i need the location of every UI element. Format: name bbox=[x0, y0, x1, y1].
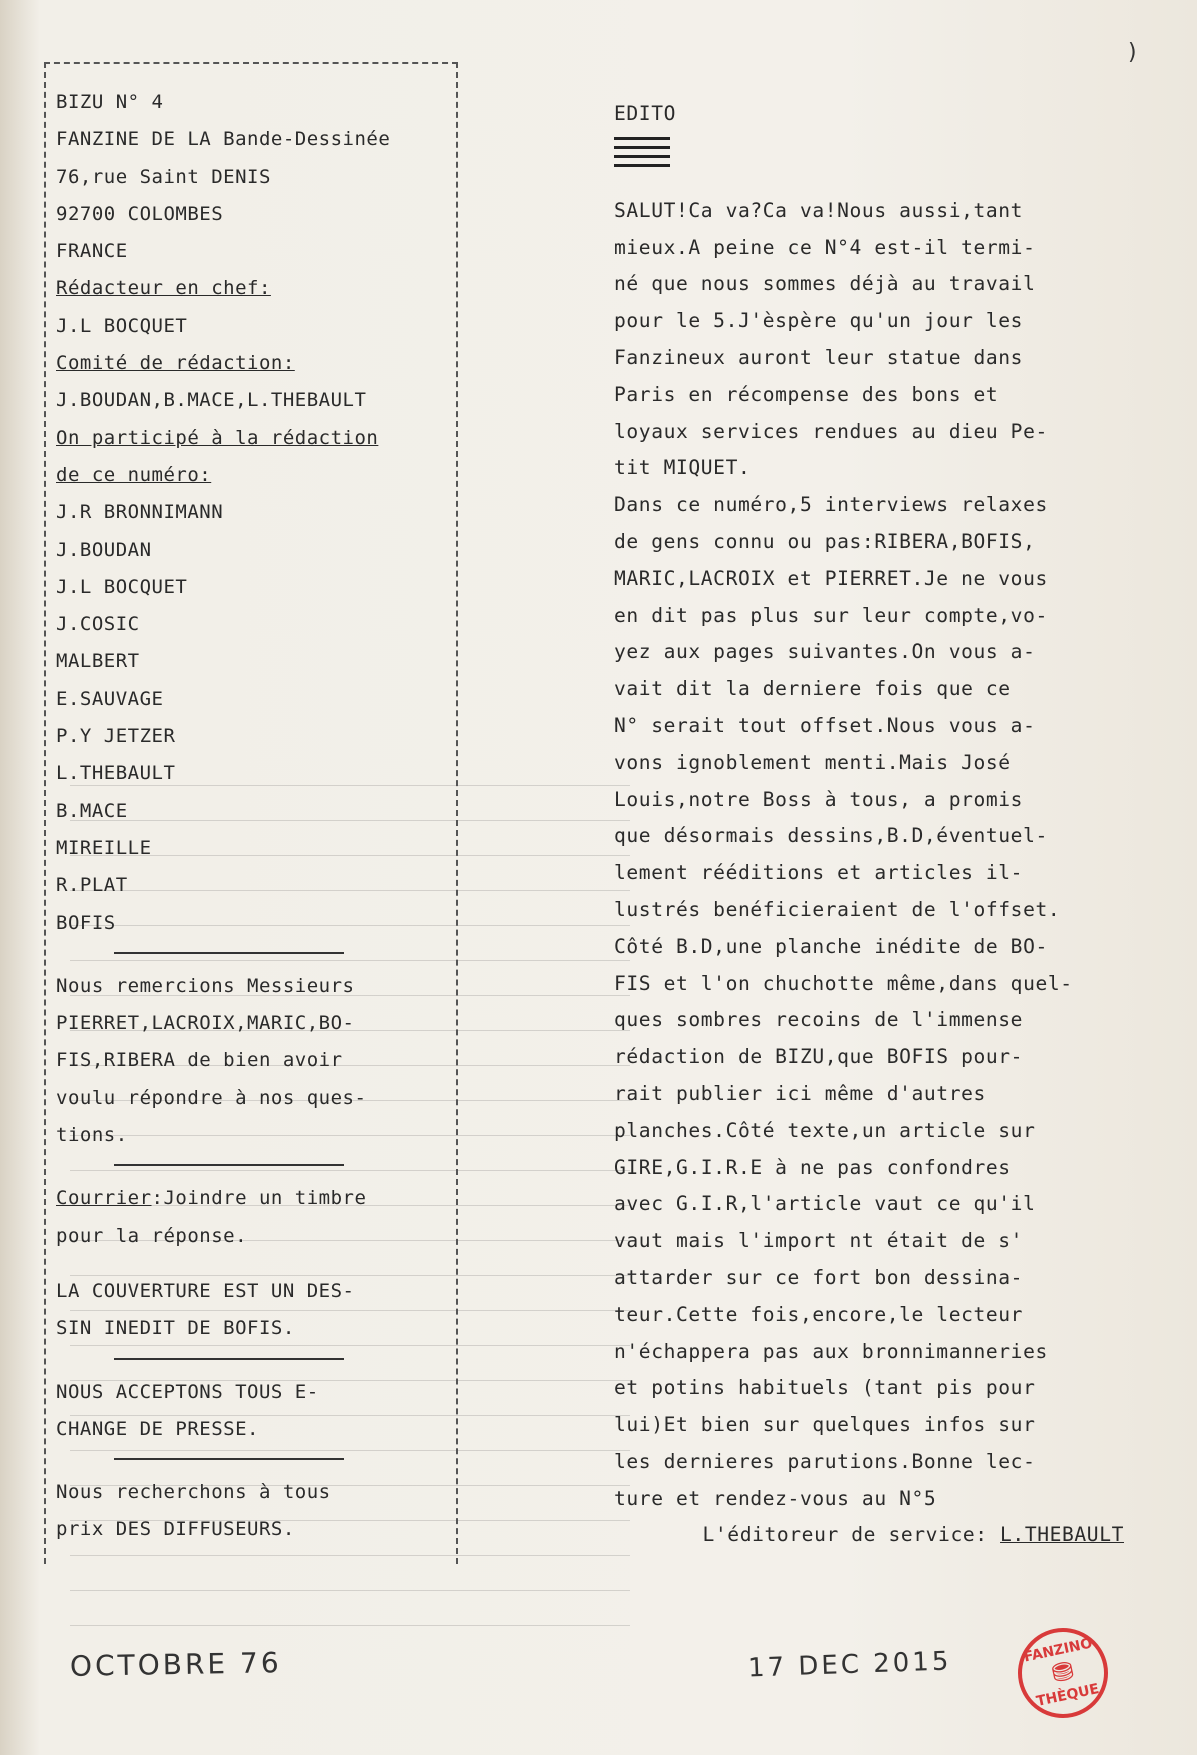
edito-line: loyaux services rendues au dieu Pe- bbox=[614, 419, 1048, 443]
edito-line: teur.Cette fois,encore,le lecteur bbox=[614, 1302, 1024, 1326]
edito-line: né que nous sommes déjà au travail bbox=[614, 272, 1036, 296]
edito-signature bbox=[614, 1517, 1134, 1554]
edito-line: lui)Et bien sur quelques infos sur bbox=[614, 1413, 1036, 1437]
divider bbox=[114, 1358, 344, 1360]
participants-heading: On participé à la rédaction bbox=[56, 426, 379, 449]
distributors-note: prix DES DIFFUSEURS. bbox=[56, 1518, 295, 1541]
edito-line: attarder sur ce fort bon dessina- bbox=[614, 1265, 1024, 1289]
edito-line: Paris en récompense des bons et bbox=[614, 382, 999, 406]
masthead-content bbox=[56, 84, 446, 1549]
participant-item: E.SAUVAGE bbox=[56, 687, 164, 710]
participant-item: MIREILLE bbox=[56, 836, 152, 859]
edito-heading: EDITO bbox=[614, 102, 676, 125]
edito-line: rédaction de BIZU,que BOFIS pour- bbox=[614, 1045, 1024, 1069]
edito-line: pour le 5.J'èspère qu'un jour les bbox=[614, 309, 1024, 333]
signature-name: L.THEBAULT bbox=[1000, 1523, 1124, 1547]
edito-line: ques sombres recoins de l'immense bbox=[614, 1008, 1024, 1032]
mail-note-cont: pour la réponse. bbox=[56, 1224, 248, 1247]
edito-line: ture et rendez-vous au N°5 bbox=[614, 1486, 937, 1510]
edito-line: les dernieres parutions.Bonne lec- bbox=[614, 1449, 1036, 1473]
edito-line: N° serait tout offset.Nous vous a- bbox=[614, 713, 1036, 737]
thanks-line: PIERRET,LACROIX,MARIC,BO- bbox=[56, 1012, 355, 1035]
signature-prefix: L'éditoreur de service: bbox=[702, 1523, 1001, 1547]
fanzinotheque-stamp bbox=[1010, 1620, 1117, 1727]
address-country: FRANCE bbox=[56, 240, 128, 263]
edito-line: Côté B.D,une planche inédite de BO- bbox=[614, 934, 1048, 958]
thanks-line: FIS,RIBERA de bien avoir bbox=[56, 1049, 343, 1072]
edito-line: vons ignoblement menti.Mais José bbox=[614, 750, 1011, 774]
issue-number: BIZU N° 4 bbox=[56, 91, 164, 113]
fanzine-subtitle: FANZINE DE LA Bande-Dessinée bbox=[56, 128, 391, 151]
cover-note: LA COUVERTURE EST UN DES- bbox=[56, 1279, 355, 1302]
address-line-2: 92700 COLOMBES bbox=[56, 202, 224, 225]
participant-item: L.THEBAULT bbox=[56, 762, 176, 785]
divider bbox=[114, 1164, 344, 1166]
participant-item: R.PLAT bbox=[56, 874, 128, 897]
edito-line: n'échappera pas aux bronnimanneries bbox=[614, 1339, 1048, 1363]
page-mark: ) bbox=[1126, 40, 1140, 65]
masthead-box bbox=[44, 62, 458, 1564]
participant-item: P.Y JETZER bbox=[56, 725, 176, 748]
participant-item: B.MACE bbox=[56, 799, 128, 822]
mail-note bbox=[56, 1180, 446, 1217]
participant-item: J.L BOCQUET bbox=[56, 575, 188, 598]
edito-line: avec G.I.R,l'article vaut ce qu'il bbox=[614, 1192, 1036, 1216]
edito-line: Fanzineux auront leur statue dans bbox=[614, 345, 1024, 369]
distributors-note: Nous recherchons à tous bbox=[56, 1481, 331, 1504]
stamp-bottom-text: THÈQUE bbox=[1034, 1681, 1101, 1710]
participant-item: J.COSIC bbox=[56, 613, 140, 636]
divider bbox=[114, 1458, 344, 1460]
edito-line: tit MIQUET. bbox=[614, 456, 751, 480]
chief-heading: Rédacteur en chef: bbox=[56, 277, 271, 300]
edito-line: que désormais dessins,B.D,éventuel- bbox=[614, 824, 1048, 848]
edito-line: Louis,notre Boss à tous, a promis bbox=[614, 787, 1024, 811]
edito-line: rait publier ici même d'autres bbox=[614, 1081, 986, 1105]
thanks-line: Nous remercions Messieurs bbox=[56, 974, 355, 997]
participants-heading-cont: de ce numéro: bbox=[56, 463, 212, 486]
edito-line: mieux.A peine ce N°4 est-il termi- bbox=[614, 235, 1036, 259]
edito-line: de gens connu ou pas:RIBERA,BOFIS, bbox=[614, 529, 1036, 553]
edito-line: en dit pas plus sur leur compte,vo- bbox=[614, 603, 1048, 627]
participant-item: MALBERT bbox=[56, 650, 140, 673]
stamp-top-text: FANZINO bbox=[1022, 1635, 1094, 1666]
divider bbox=[114, 952, 344, 954]
edito-body bbox=[614, 193, 1134, 1518]
edito-line: et potins habituels (tant pis pour bbox=[614, 1376, 1036, 1400]
committee-heading: Comité de rédaction: bbox=[56, 352, 295, 375]
participant-item: BOFIS bbox=[56, 911, 116, 934]
edito-line: lement rééditions et articles il- bbox=[614, 861, 1024, 885]
edito-column bbox=[614, 96, 1134, 1554]
edito-line: SALUT!Ca va?Ca va!Nous aussi,tant bbox=[614, 198, 1024, 222]
handwritten-date-left: OCTOBRE 76 bbox=[69, 1646, 282, 1683]
address-line-1: 76,rue Saint DENIS bbox=[56, 165, 271, 188]
participant-item: J.R BRONNIMANN bbox=[56, 501, 224, 524]
edito-line: yez aux pages suivantes.On vous a- bbox=[614, 640, 1036, 664]
heading-bars-decoration bbox=[614, 137, 670, 167]
mail-text: :Joindre un timbre bbox=[151, 1187, 367, 1210]
participant-item: J.BOUDAN bbox=[56, 538, 152, 561]
thanks-line: tions. bbox=[56, 1124, 128, 1147]
cover-note: SIN INEDIT DE BOFIS. bbox=[56, 1317, 295, 1340]
exchange-note: CHANGE DE PRESSE. bbox=[56, 1417, 259, 1440]
edito-line: GIRE,G.I.R.E à ne pas confondres bbox=[614, 1155, 1011, 1179]
chief-name: J.L BOCQUET bbox=[56, 314, 188, 337]
mail-label: Courrier bbox=[56, 1187, 152, 1210]
handwritten-date-right: 17 DEC 2015 bbox=[747, 1646, 952, 1684]
edito-line: planches.Côté texte,un article sur bbox=[614, 1118, 1036, 1142]
thanks-line: voulu répondre à nos ques- bbox=[56, 1086, 367, 1109]
edito-line: vait dit la derniere fois que ce bbox=[614, 677, 1011, 701]
edito-line: FIS et l'on chuchotte même,dans quel- bbox=[614, 971, 1073, 995]
exchange-note: NOUS ACCEPTONS TOUS E- bbox=[56, 1380, 319, 1403]
edito-line: vaut mais l'import nt était de s' bbox=[614, 1229, 1024, 1253]
committee-names: J.BOUDAN,B.MACE,L.THEBAULT bbox=[56, 389, 367, 412]
stamp-emblem-icon: ⛃ bbox=[1049, 1656, 1077, 1690]
edito-line: Dans ce numéro,5 interviews relaxes bbox=[614, 493, 1048, 517]
edito-line: MARIC,LACROIX et PIERRET.Je ne vous bbox=[614, 566, 1048, 590]
edito-line: lustrés benéficieraient de l'offset. bbox=[614, 897, 1061, 921]
